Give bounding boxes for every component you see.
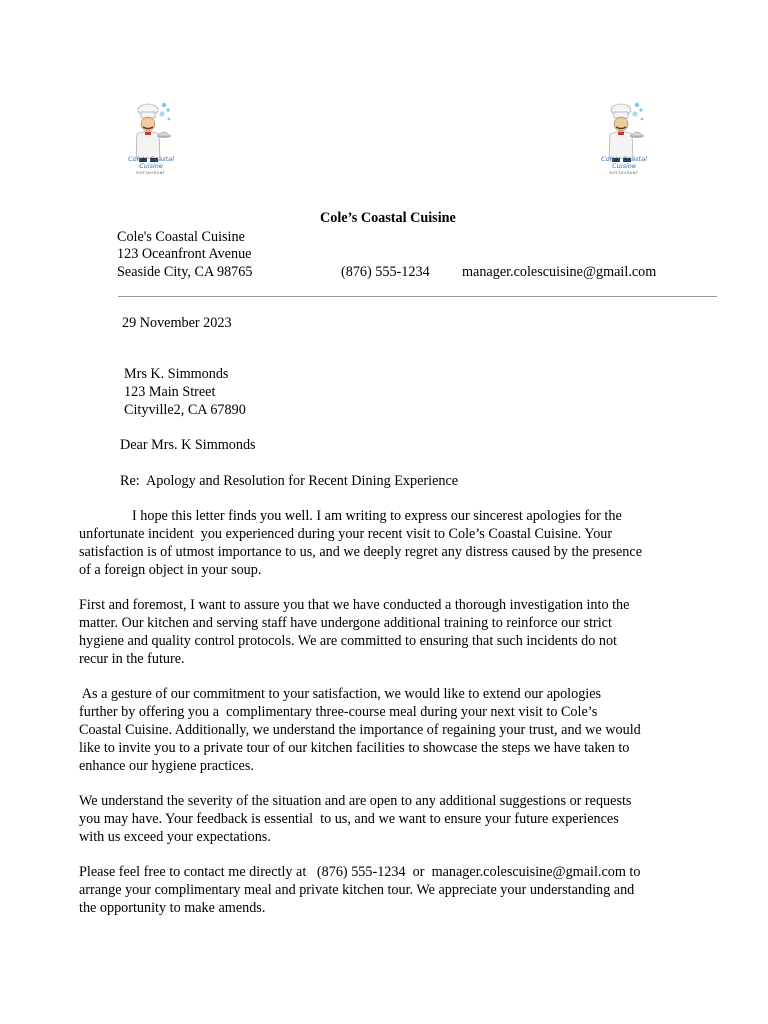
paragraph-line: of a foreign object in your soup. bbox=[79, 562, 262, 578]
paragraph-line: Coastal Cuisine. Additionally, we understand the importance of regaining your trust, and we would bbox=[79, 722, 641, 738]
sender-name: Cole's Coastal Cuisine bbox=[117, 229, 245, 245]
logo-text-line1: Cole's Coastal bbox=[601, 155, 647, 163]
logo-text-line3: RESTAURANT bbox=[136, 171, 166, 175]
body-paragraph-1 bbox=[79, 507, 684, 579]
logo-wordmark bbox=[124, 156, 178, 177]
paragraph-line: hygiene and quality control protocols. We are committed to ensuring that such incidents do not bbox=[79, 633, 617, 649]
salutation: Dear Mrs. K Simmonds bbox=[120, 437, 256, 453]
paragraph-line: with us exceed your expectations. bbox=[79, 829, 271, 845]
body-paragraph-5 bbox=[79, 863, 684, 917]
paragraph-line: satisfaction is of utmost importance to us, and we deeply regret any distress caused by the presence bbox=[79, 544, 642, 560]
logo-text-line1: Cole's Coastal bbox=[128, 155, 174, 163]
logo-wordmark bbox=[597, 156, 651, 177]
paragraph-line: you may have. Your feedback is essential to us, and we want to ensure your future experiences bbox=[79, 811, 619, 827]
letterhead-title: Cole’s Coastal Cuisine bbox=[320, 210, 456, 226]
recipient-name: Mrs K. Simmonds bbox=[124, 366, 229, 382]
sender-email: manager.colescuisine@gmail.com bbox=[462, 264, 657, 280]
logo-text-line2: Cuisine bbox=[139, 162, 163, 170]
paragraph-line: the opportunity to make amends. bbox=[79, 900, 266, 916]
paragraph-line: further by offering you a complimentary three-course meal during your next visit to Cole’s bbox=[79, 704, 598, 720]
paragraph-line: matter. Our kitchen and serving staff have undergone additional training to reinforce our strict bbox=[79, 615, 612, 631]
paragraph-line: unfortunate incident you experienced during your recent visit to Cole’s Coastal Cuisine. Your bbox=[79, 526, 613, 542]
paragraph-line: As a gesture of our commitment to your satisfaction, we would like to extend our apologies bbox=[79, 686, 602, 702]
subject-line: Re: Apology and Resolution for Recent Dining Experience bbox=[120, 473, 459, 489]
letter-date: 29 November 2023 bbox=[122, 315, 232, 331]
logo-text-line2: Cuisine bbox=[612, 162, 636, 170]
paragraph-line: enhance our hygiene practices. bbox=[79, 758, 254, 774]
recipient-city: Cityville2, CA 67890 bbox=[124, 402, 246, 418]
sender-phone: (876) 555-1234 bbox=[341, 264, 430, 280]
paragraph-line: Please feel free to contact me directly at (876) 555-1234 or manager.colescuisine@gmail.com to bbox=[79, 864, 641, 880]
paragraph-line: I hope this letter finds you well. I am writing to express our sincerest apologies for the bbox=[132, 508, 622, 524]
letterhead-divider bbox=[118, 296, 717, 297]
paragraph-line: We understand the severity of the situation and are open to any additional suggestions or requests bbox=[79, 793, 632, 809]
body-paragraph-3 bbox=[79, 685, 684, 775]
body-paragraph-2 bbox=[79, 596, 684, 668]
body-paragraph-4 bbox=[79, 792, 684, 846]
paragraph-line: arrange your complimentary meal and private kitchen tour. We appreciate your understanding and bbox=[79, 882, 635, 898]
paragraph-line: recur in the future. bbox=[79, 651, 185, 667]
recipient-street: 123 Main Street bbox=[124, 384, 216, 400]
paragraph-line: First and foremost, I want to assure you that we have conducted a thorough investigation into the bbox=[79, 597, 630, 613]
sender-street: 123 Oceanfront Avenue bbox=[117, 246, 252, 262]
logo-text-line3: RESTAURANT bbox=[609, 171, 639, 175]
paragraph-line: like to invite you to a private tour of our kitchen facilities to showcase the steps we have taken to bbox=[79, 740, 630, 756]
sender-city: Seaside City, CA 98765 bbox=[117, 264, 253, 280]
